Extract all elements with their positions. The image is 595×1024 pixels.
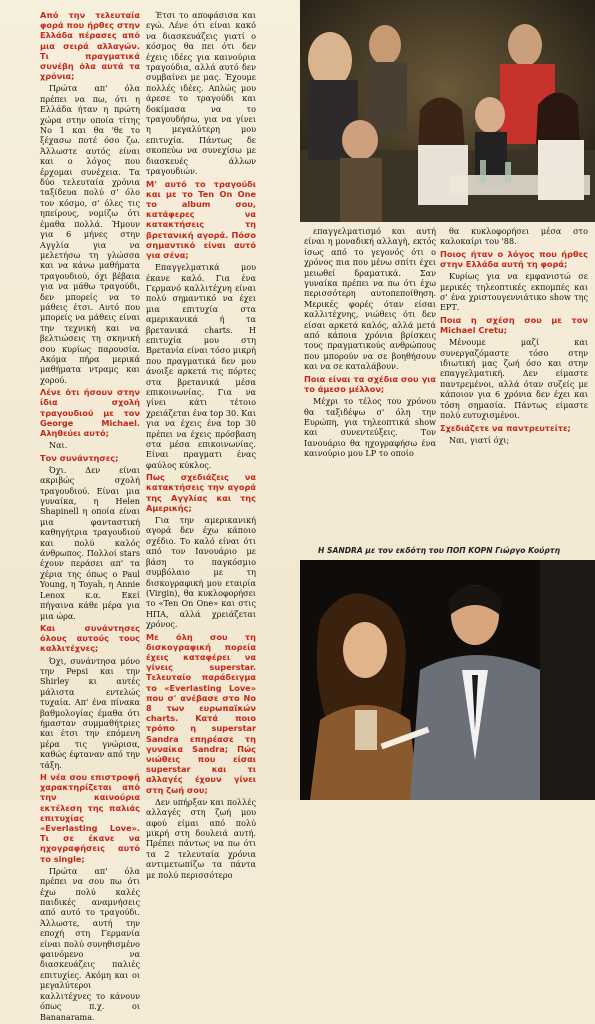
column-2 [146, 10, 256, 882]
interview-question: Λένε ότι ήσουν στην ίδια σχολή τραγουδιού με τον George Michael. Αληθεύει αυτό; [40, 387, 140, 439]
interview-answer: Έτσι το αποφάσισα και εγώ. Λένε ότι είναι κακό να διασκευάζεις γιατί ο κόσμος θα πει ότι δεν έχεις ιδέες για καινούρια τραγούδια, αλλά αυτό δεν συμβαίνει με μας. Έχουμε πολλές ιδέες. Απλώς μου άρεσε το τραγούδι και δοκίμασα να το τραγουδήσω, για να γίνει η μεγαλύτερη μου επιτυχία. Πάντως δε σκοπεύω να συνεχίσω με διασκευές άλλων τραγουδιών. [146, 10, 256, 177]
interview-question: Ποιος ήταν ο λόγος που ήρθες στην Ελλάδα αυτή τη φορά; [440, 248, 588, 270]
interview-answer: Μένουμε μαζί και συνεργαζόμαστε τόσο στην ιδιωτική μας ζωή όσο και στην επαγγελματική. Δεν είμαστε παντρεμένοι, αλλά όταν συζείς με κάποιον για 6 χρόνια δεν έχει και τόση σημασία. Πάντως είμαστε πολύ ευτυχισμένοι. [440, 337, 588, 421]
interview-question: Με όλη σου τη δισκογραφική πορεία έχεις καταφέρει να γίνεις superstar. Τελευταίο παράδειγμα το «Everlasting Love» που σ' ανέβασε στο Νο 8 των ευρωπαϊκών charts. Κατά ποιο τρόπο η superstar Sandra επηρέασε τη γυναίκα Sandra; Πώς νιώθεις που είσαι superstar και τι αλλαγές έχουν γίνει στη ζωή σου; [146, 631, 256, 795]
interview-question: Και συνάντησες όλους αυτούς τους καλλιτέχνες; [40, 622, 140, 654]
interview-question: Ποια η σχέση σου με τον Michael Cretu; [440, 314, 588, 336]
sandra-photo [300, 560, 595, 800]
interview-question: Σχεδιάζετε να παντρευτείτε; [440, 422, 571, 433]
interview-answer: Μέχρι το τέλος του χρόνου θα ταξιδέψω σ' όλη την Ευρώπη, για τηλεοπτικά show και συνεντεύξεις. Τον Ιανουάριο θα ηχογραφήσω ένα καινούριο μου LP το οποίο [304, 396, 436, 459]
interview-question: Πως σχεδιάζεις να κατακτήσεις την αγορά της Αγγλίας και της Αμερικής; [146, 472, 256, 513]
column-1 [40, 10, 140, 1024]
interview-answer: Κυρίως για να εμφανιστώ σε μερικές τηλεοπτικές εκπομπές και σ' ένα χριστουγεννιάτικο show της ΕΡΤ. [440, 271, 588, 313]
interview-answer: Πρώτα απ' όλα πρέπει να πω, ότι η Ελλάδα ήταν η πρώτη χώρα στην οποία τίτης Νο 1 και θα 'θε το ξέχασω ποτέ όσο ζω. Άλλωστε αυτός είναι και ο λόγος που έρχομαι συνέχεια. Τα δύο τελευταία χρόνια ταξίδευα πολύ σ' όλο τον κόσμο, σ' όλες τις ηπείρους, νομίζω ότι έμαθα πολλά. Ήμουν για 6 μήνες στην Αγγλία για να μελετήσω τη γλώσσα και να κάνω μαθήματα τραγουδιού, όχι βέβαια για να μάθω τραγούδι, δεν μπορείς να το μάθεις έτσι. Αυτό που μπορείς να μάθεις είναι την τεχνική και να βελτιώσεις τη σκηνική σου κυρίως παρουσία. Ακόμα πήρα μερικά μαθήματα ντραμς και χορού. [40, 83, 140, 385]
party-photo-image [300, 0, 595, 222]
interview-answer: Για την αμερικανική αγορά δεν έχω κάποιο σχέδιο. Το καλό είναι ότι από τον Ιανουάριο με βάση το παγκόσμιο συμβόλαιο με τη δισκογραφική μου εταιρία (Virgin), θα κυκλοφορήσει το «Ten On One» και στις ΗΠΑ, αλλά χρειάζεται χρόνος. [146, 515, 256, 630]
interview-question: Μ' αυτό το τραγούδι και με το Ten On One το album σου, κατάφερες να κατακτήσεις τη βρετανική αγορά. Πόσο σημαντικό είναι αυτό για σένα; [146, 178, 256, 260]
interview-answer: Πρώτα απ' όλα πρέπει να σου πω ότι έχω πολύ καλές παιδικές αναμνήσεις από αυτό το τραγούδι. Άλλωστε, αυτή την εποχή στη Γερμανία είναι πολύ συνηθισμένο φαινόμενο να διασκευάζεις παλιές επιτυχίες. Ακόμη και οι μεγαλύτεροι καλλιτέχνες το κάνουν όπως π.χ. οι Bananarama. [40, 865, 140, 1022]
sandra-photo-image [300, 560, 595, 800]
interview-answer: Επαγγελματικά μου έκανε καλό. Για ένα Γερμανό καλλιτέχνη είναι πολύ σημαντικό να έχει μια επιτυχία στα αμερικανικά ή τα βρετανικά charts. Η επιτυχία μου στη Βρετανία είναι τόσο μικρή που πραγματικά δεν μου άνοιξε αρκετά τις πόρτες στα βρετανικά μέσα επικοινωνίας. Για να γίνει κάτι τέτοιο χρειάζεται ένα top 30. Και για να έχεις ένα top 30 πρέπει να έχεις πρόσβαση στα μέσα επικοινωνίας. Είναι πραγματι ένας φαύλος κύκλος. [146, 262, 256, 470]
interview-answer: Ναι, γιατί όχι; [449, 434, 510, 445]
interview-question: Τον συνάντησες; [40, 452, 119, 463]
column-3 [304, 226, 436, 461]
interview-question: Από την τελευταία φορά που ήρθες στην Ελλάδα πέρασες από μια σειρά αλλαγών. Τι πραγματικά συνέβη όλα αυτά τα χρόνια; [40, 10, 140, 82]
interview-answer: Δεν υπήρξαν και πολλές αλλαγές στη ζωή μου αφού είμαι από πολύ μικρή στη δουλειά αυτή. Πρέπει πάντως να πω ότι τα 2 τελευταία χρόνια αντιμετωπίζω τα πάντα με πολύ περισσότερο [146, 796, 256, 880]
interview-answer: Όχι, συνάντησα μόνο την Pepsi και την Shirley κι αυτές μάλιστα εντελώς τυχαία. Απ' ένα πίνακα βαθμολογίας έμαθα ότι ήμασταν συμμαθήτριες και έτσι την επόμενη μέρα τις γνώρισα, καθώς έφταναν από την τάξη. [40, 655, 140, 770]
party-photo [300, 0, 595, 222]
interview-answer: Όχι. Δεν είναι ακριβώς σχολή τραγουδιού. Είναι μια γυναίκα, η Helen Shapinell η οποία είναι μια φανταστική καθηγήτρια τραγουδιού και πολύ καλός άνθρωπος. Πολλοί stars έχουν περάσει απ' τα χέρια της όπως ο Paul Young, η Toyah, η Annie Lenox κ.α. Εκεί πήγαινα κάθε μέρα για μια ώρα. [40, 464, 140, 621]
interview-answer: θα κυκλοφορήσει μέσα στο καλοκαίρι του '88. [440, 226, 588, 247]
interview-answer: Ναι. [49, 440, 68, 451]
interview-question: Η νέα σου επιστροφή χαρακτηρίζεται από την καινούρια εκτέλεση της παλιάς επιτυχίας «Everlasting Love». Τι σε έκανε να ηχογραφήσεις αυτό το single; [40, 772, 140, 864]
photo-caption: Η SANDRA με τον εκδότη του ΠΟΠ ΚΟΡΝ Γιώργο Κούρτη [318, 546, 560, 555]
column-4 [440, 226, 588, 447]
interview-question: Ποια είναι τα σχέδια σου για το άμεσο μέλλον; [304, 373, 436, 394]
interview-answer: επαγγελματισμό και αυτή είναι η μοναδική αλλαγή, εκτός ίσως από το γεγονός ότι ο χρόνος πια που μένω σπίτι έχει μειωθεί δραματικά. Σαν γυναίκα πρέπει να πω ότι έχω περισσότερη αυτοπεποίθηση. Μερικές φορές όταν είσαι καλλιτέχνης, νιώθεις ότι δεν είσαι αρκετά καλός, αλλά μετά από κάποια χρόνια βρίσκεις τους πραγματικούς ανθρώπους που μπορούν να σε βοηθήσουν και να σε καταλάβουν. [304, 226, 436, 372]
